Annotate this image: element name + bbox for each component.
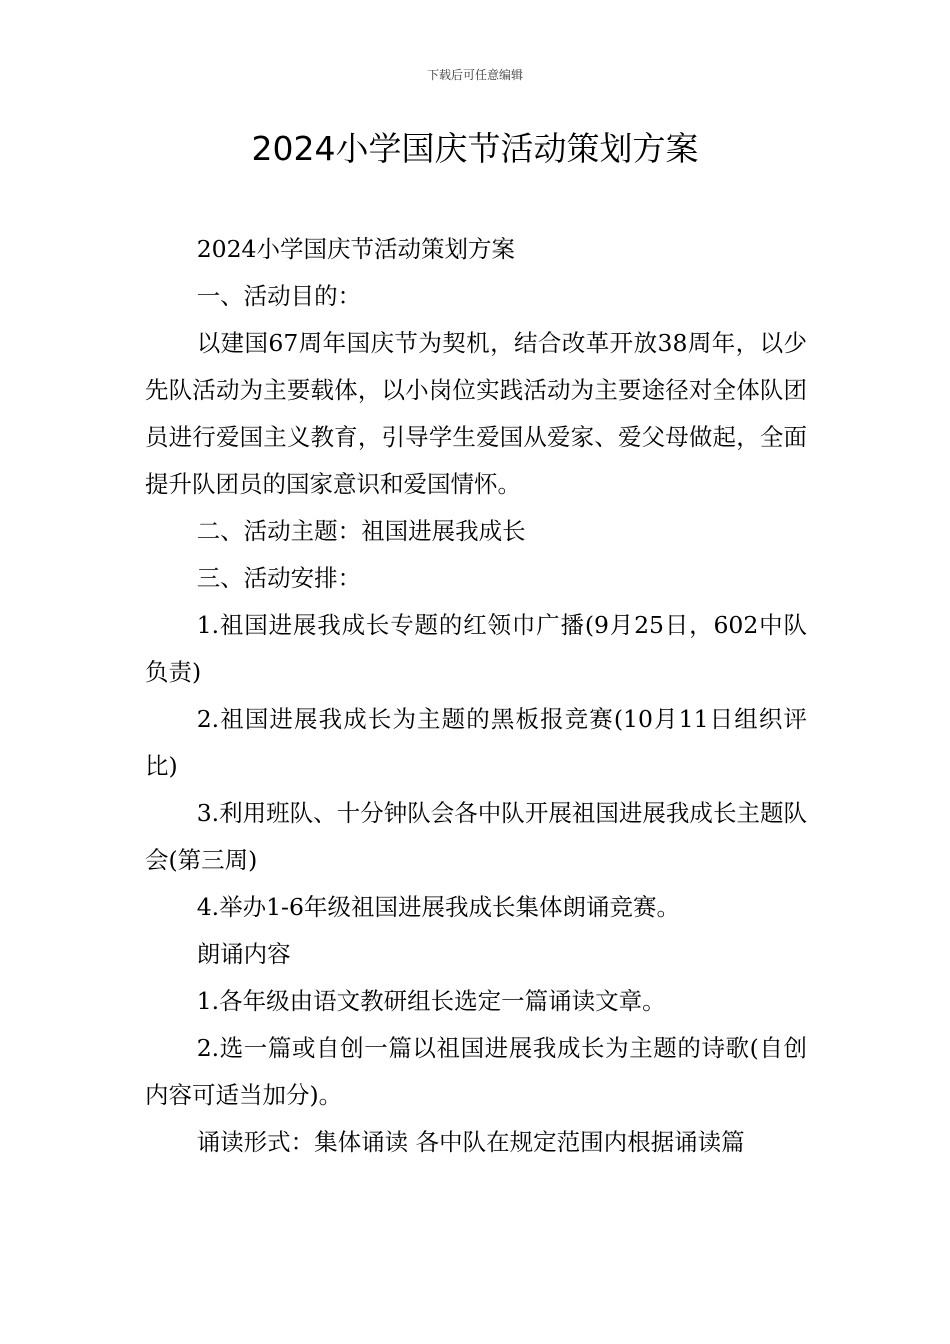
paragraph: 2024小学国庆节活动策划方案 — [196, 235, 515, 263]
paragraph: 2.选一篇或自创一篇以祖国进展我成长为主题的诗歌(自创内容可适当加分)。 — [145, 1034, 807, 1109]
paragraph: 诵读形式：集体诵读 各中队在规定范围内根据诵读篇 — [196, 1128, 745, 1156]
paragraph: 1.祖国进展我成长专题的红领巾广播(9月25日，602中队负责) — [145, 611, 807, 686]
paragraph: 一、活动目的： — [196, 282, 362, 310]
paragraph: 3.利用班队、十分钟队会各中队开展祖国进展我成长主题队会(第三周) — [145, 799, 807, 874]
paragraph: 三、活动安排： — [196, 564, 362, 592]
header-note: 下载后可任意编辑 — [426, 68, 523, 82]
paragraph: 以建国67周年国庆节为契机，结合改革开放38周年，以少先队活动为主要载体，以小岗位实践活动为主要途径对全体队团员进行爱国主义教育，引导学生爱国从爱家、爱父母做起，全面提升队团员的国家意识和爱国情怀。 — [145, 329, 807, 498]
paragraph: 朗诵内容 — [196, 940, 291, 968]
paragraph: 4.举办1-6年级祖国进展我成长集体朗诵竞赛。 — [196, 893, 680, 921]
paragraph: 二、活动主题：祖国进展我成长 — [196, 517, 526, 545]
document-title: 2024小学国庆节活动策划方案 — [251, 129, 699, 168]
paragraph: 2.祖国进展我成长为主题的黑板报竞赛(10月11日组织评比) — [145, 705, 807, 780]
paragraph: 1.各年级由语文教研组长选定一篇诵读文章。 — [196, 987, 666, 1015]
document-body — [145, 226, 807, 1166]
